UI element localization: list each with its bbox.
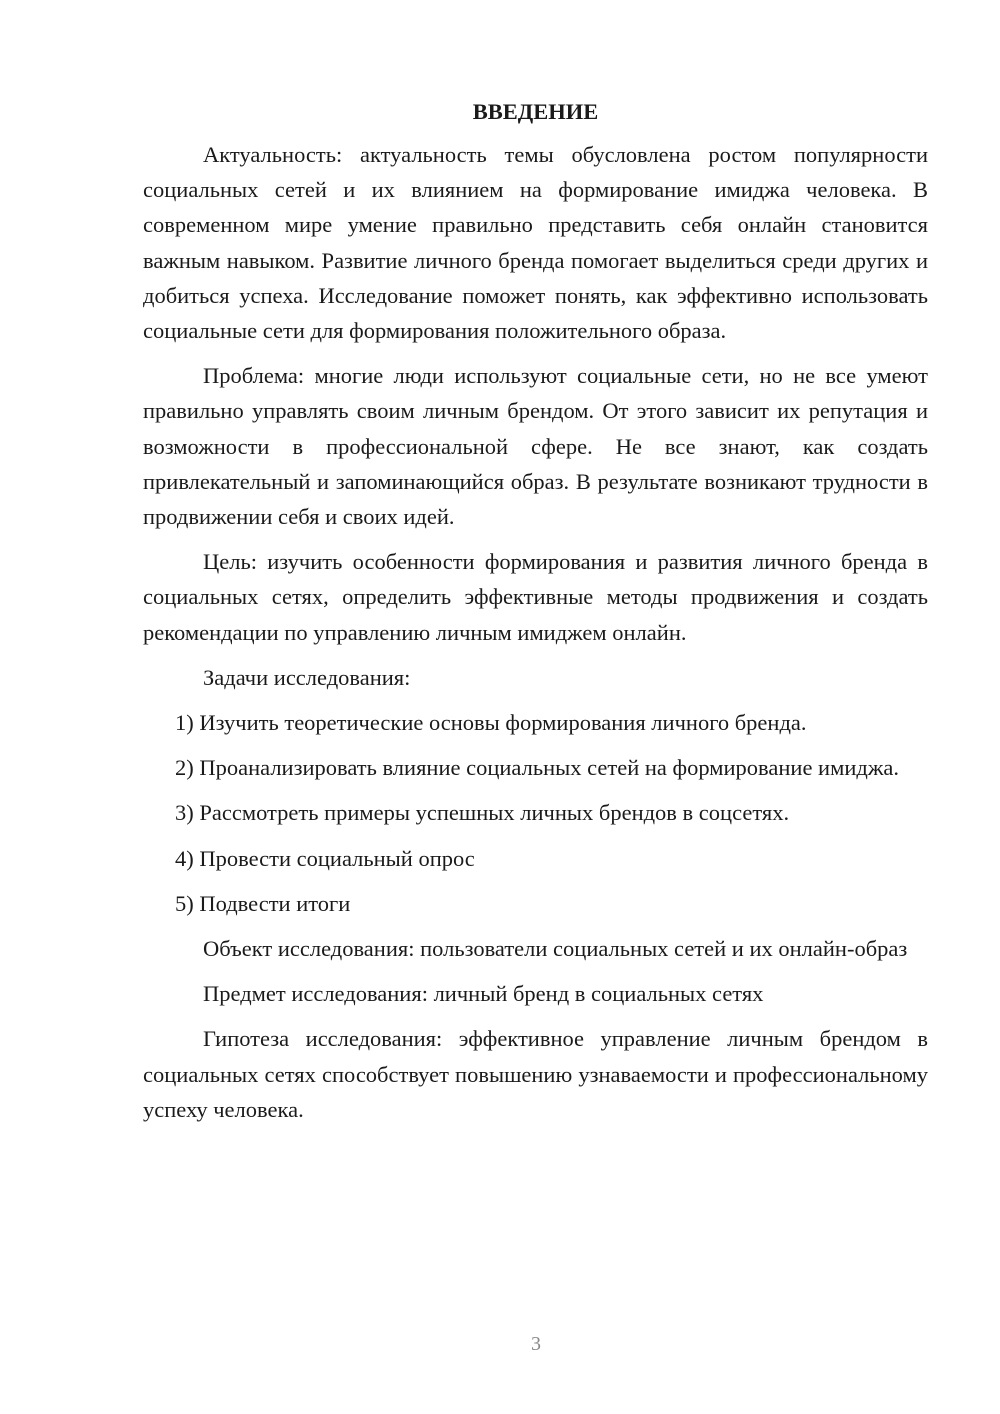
task-item-3: 3) Рассмотреть примеры успешных личных брендов в соцсетях. — [175, 800, 790, 826]
task-item-1: 1) Изучить теоретические основы формирования личного бренда. — [175, 710, 807, 736]
task-item-2: 2) Проанализировать влияние социальных сетей на формирование имиджа. — [175, 755, 899, 781]
page-number: 3 — [531, 1333, 541, 1355]
page-content — [143, 94, 928, 1137]
subject-paragraph: Предмет исследования: личный бренд в социальных сетях — [203, 981, 764, 1007]
object-paragraph: Объект исследования: пользователи социальных сетей и их онлайн-образ — [203, 936, 908, 962]
relevance-paragraph: Актуальность: актуальность темы обусловлена ростом популярности социальных сетей и их влиянием на формирование имиджа человека. В современном мире умение правильно представить себя онлайн становится важным навыком. Развитие личного бренда помогает выделиться среди других и добиться успеха. Исследование поможет понять, как эффективно использовать социальные сети для формирования положительного образа. — [143, 142, 928, 344]
problem-paragraph: Проблема: многие люди используют социальные сети, но не все умеют правильно управлять своим личным брендом. От этого зависит их репутация и возможности в профессиональной сфере. Не все знают, как создать привлекательный и запоминающийся образ. В результате возникают трудности в продвижении себя и своих идей. — [143, 363, 928, 530]
task-item-4: 4) Провести социальный опрос — [175, 845, 475, 871]
task-item-5: 5) Подвести итоги — [175, 890, 351, 916]
tasks-heading: Задачи исследования: — [203, 664, 411, 690]
goal-paragraph: Цель: изучить особенности формирования и развития личного бренда в социальных сетях, определить эффективные методы продвижения и создать рекомендации по управлению личным имиджем онлайн. — [143, 549, 928, 645]
hypothesis-paragraph: Гипотеза исследования: эффективное управление личным брендом в социальных сетях способствует повышению узнаваемости и профессиональному успеху человека. — [143, 1026, 928, 1122]
section-title: ВВЕДЕНИЕ — [472, 99, 599, 124]
